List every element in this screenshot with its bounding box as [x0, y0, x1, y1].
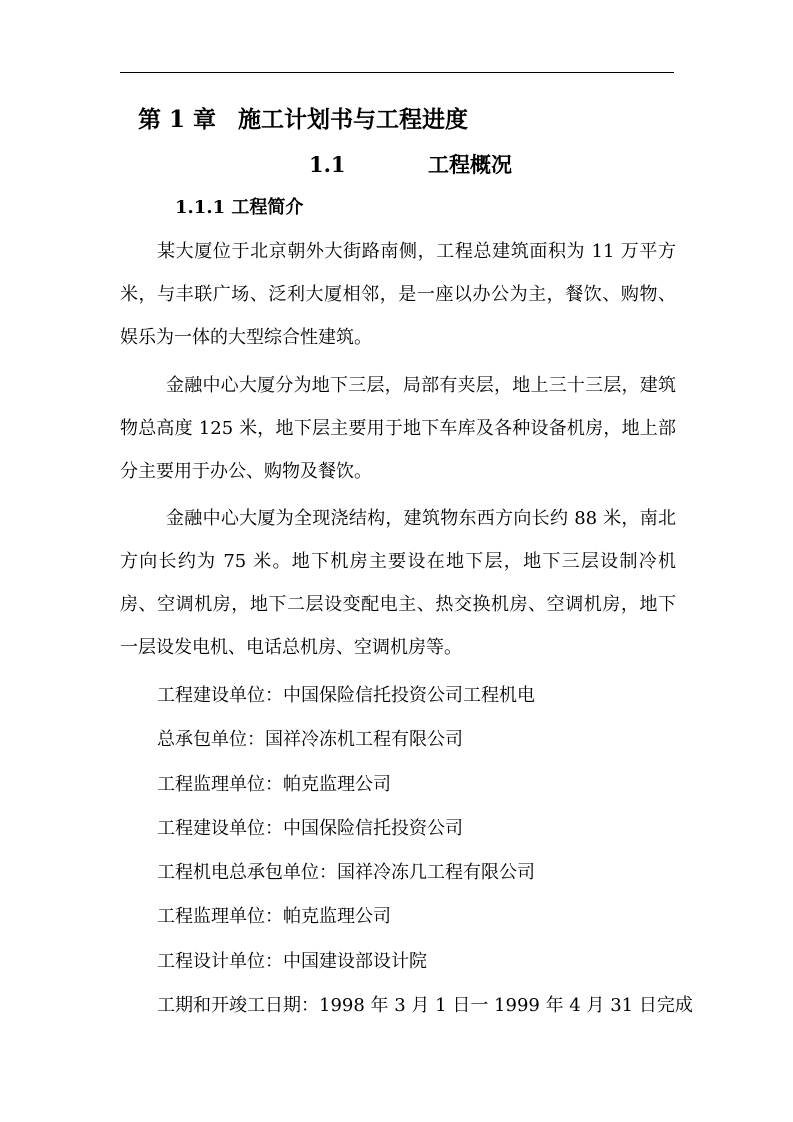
list-item: 总承包单位：国祥冷冻机工程有限公司	[157, 729, 463, 751]
paragraph-floors: 金融中心大厦分为地下三层，局部有夹层，地上三十三层，建筑物总高度 125 米，地下层主要用于地下车库及各种设备机房，地上部分主要用于办公、购物及餐饮。	[120, 375, 676, 482]
chapter-heading	[138, 106, 468, 134]
section-title: 工程概况	[428, 152, 512, 177]
header-rule	[120, 72, 674, 73]
list-item: 工程设计单位：中国建设部设计院	[157, 950, 427, 972]
paragraph-structure: 金融中心大厦为全现浇结构，建筑物东西方向长约 88 米，南北方向长约为 75 米。地下机房主要设在地下层，地下三层设制冷机房、空调机房，地下二层设变配电主、热交换机房、空调机房，地下一层设发电机、电话总机房、空调机房等。	[120, 508, 676, 658]
list-item: 工程建设单位：中国保险信托投资公司工程机电	[157, 685, 535, 706]
project-info-list	[157, 674, 693, 1028]
paragraph-intro: 某大厦位于北京朝外大街路南侧，工程总建筑面积为 11 万平方米，与丰联广场、泛利大厦相邻，是一座以办公为主，餐饮、购物、娱乐为一体的大型综合性建筑。	[120, 241, 676, 348]
list-item: 工程监理单位：帕克监理公司	[157, 773, 391, 795]
list-item: 工程机电总承包单位：国祥冷冻几工程有限公司	[157, 862, 535, 884]
chapter-number: 第 1 章	[138, 106, 217, 133]
chapter-title: 施工计划书与工程进度	[238, 106, 469, 133]
list-item: 工程监理单位：帕克监理公司	[157, 906, 391, 928]
subsection-heading: 1.1.1 工程简介	[175, 197, 304, 218]
list-item: 工程建设单位：中国保险信托投资公司	[157, 817, 463, 839]
section-number: 1.1	[309, 152, 346, 177]
list-item: 工期和开竣工日期：1998 年 3 月 1 日一 1999 年 4 月 31 日完成	[157, 995, 693, 1017]
